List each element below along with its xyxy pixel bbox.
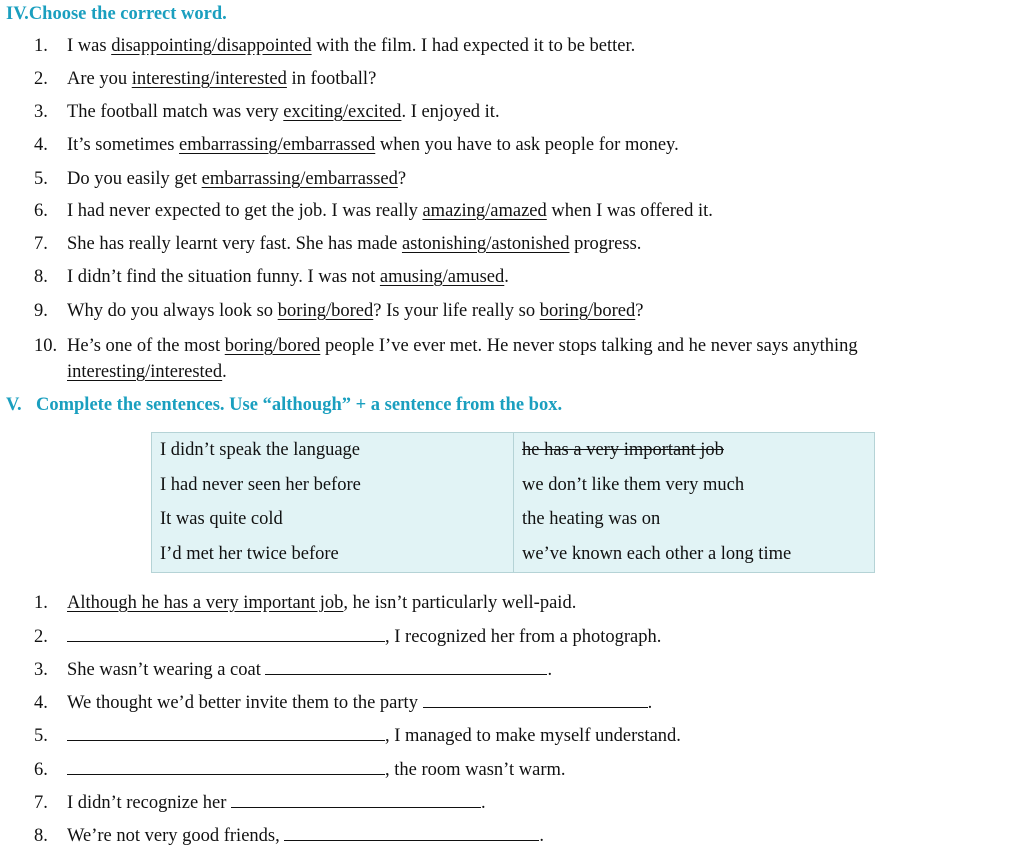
item-number: 7. bbox=[34, 793, 48, 813]
answer-blank[interactable] bbox=[284, 824, 539, 841]
list-item bbox=[34, 134, 1009, 156]
item-text: He’s one of the most bbox=[67, 336, 225, 356]
word-choice: boring/bored bbox=[539, 301, 636, 321]
list-item bbox=[34, 101, 1009, 123]
box-cell: I’d met her twice before bbox=[152, 537, 514, 572]
list-item bbox=[34, 691, 1009, 714]
list-item bbox=[34, 333, 1009, 360]
item-text: Are you bbox=[67, 69, 132, 89]
list-item bbox=[34, 233, 1009, 255]
box-cell-used: he has a very important job bbox=[514, 433, 875, 468]
word-choice: boring/bored bbox=[277, 301, 374, 321]
item-text: . I enjoyed it. bbox=[401, 102, 500, 122]
item-number: 6. bbox=[34, 760, 48, 780]
item-text: ? bbox=[397, 169, 407, 189]
sentence-box bbox=[151, 432, 875, 573]
list-item bbox=[34, 168, 1009, 190]
item-text: ? bbox=[635, 301, 644, 321]
list-item bbox=[34, 200, 1009, 222]
answer-blank[interactable] bbox=[67, 758, 385, 775]
box-row bbox=[152, 433, 875, 468]
box-cell: I didn’t speak the language bbox=[152, 433, 514, 468]
word-choice: interesting/interested bbox=[67, 362, 223, 382]
item-number: 8. bbox=[34, 267, 48, 287]
list-item bbox=[34, 68, 1009, 90]
item-number: 2. bbox=[34, 69, 48, 89]
list-item bbox=[34, 758, 1009, 781]
item-text: . bbox=[222, 362, 227, 382]
item-number: 4. bbox=[34, 693, 48, 713]
word-choice: boring/bored bbox=[224, 336, 321, 356]
item-text: I was bbox=[67, 36, 112, 56]
list-item bbox=[34, 824, 1009, 847]
box-row bbox=[152, 537, 875, 572]
item-text: , I recognized her from a photograph. bbox=[385, 627, 662, 647]
item-number: 5. bbox=[34, 726, 48, 746]
word-choice: interesting/interested bbox=[131, 69, 287, 89]
item-number: 1. bbox=[34, 36, 48, 56]
answer-blank[interactable] bbox=[67, 724, 385, 741]
item-text: The football match was very bbox=[67, 102, 284, 122]
box-cell: It was quite cold bbox=[152, 502, 514, 537]
item-text: , he isn’t particularly well-paid. bbox=[343, 593, 577, 613]
box-cell: the heating was on bbox=[514, 502, 875, 537]
word-choice: disappointing/disappointed bbox=[111, 36, 312, 56]
item-number: 2. bbox=[34, 627, 48, 647]
item-text: Why do you always look so bbox=[67, 301, 278, 321]
box-row bbox=[152, 502, 875, 537]
item-text: in football? bbox=[286, 69, 377, 89]
item-text: It’s sometimes bbox=[67, 135, 180, 155]
item-number: 10. bbox=[34, 336, 58, 356]
item-text: Do you easily get bbox=[67, 169, 202, 189]
item-text: She wasn’t wearing a coat bbox=[67, 660, 266, 680]
item-text: with the film. I had expected it to be better. bbox=[311, 36, 636, 56]
item-text: . bbox=[481, 793, 486, 813]
box-cell: we don’t like them very much bbox=[514, 468, 875, 503]
example-answer: Although he has a very important job bbox=[67, 593, 344, 613]
answer-blank[interactable] bbox=[231, 791, 481, 808]
section-v-title: Complete the sentences. Use “although” + a sentence from the box. bbox=[36, 395, 563, 415]
item-number: 1. bbox=[34, 593, 48, 613]
section-iv-title: Choose the correct word. bbox=[28, 4, 227, 24]
item-text: ? Is your life really so bbox=[373, 301, 540, 321]
item-text: when you have to ask people for money. bbox=[375, 135, 679, 155]
section-v-number: V. bbox=[6, 395, 22, 415]
word-choice: astonishing/astonished bbox=[401, 234, 570, 254]
item-text: . bbox=[539, 826, 544, 846]
item-text: . bbox=[547, 660, 553, 680]
list-item bbox=[34, 658, 1009, 681]
list-item bbox=[34, 35, 1009, 57]
item-number: 5. bbox=[34, 169, 48, 189]
item-text: when I was offered it. bbox=[546, 201, 713, 221]
list-item bbox=[34, 266, 1009, 288]
answer-blank[interactable] bbox=[265, 658, 547, 675]
answer-blank[interactable] bbox=[423, 691, 648, 708]
item-text: We thought we’d better invite them to the party bbox=[67, 693, 423, 713]
section-iv-heading bbox=[6, 4, 227, 25]
item-number: 4. bbox=[34, 135, 48, 155]
item-text: , the room wasn’t warm. bbox=[385, 760, 566, 780]
item-text: . bbox=[504, 267, 509, 287]
list-item bbox=[34, 625, 1009, 648]
item-number: 9. bbox=[34, 301, 48, 321]
item-text: She has really learnt very fast. She has made bbox=[67, 234, 402, 254]
item-number: 6. bbox=[34, 201, 48, 221]
word-choice: exciting/excited bbox=[283, 102, 402, 122]
word-choice: embarrassing/embarrassed bbox=[179, 135, 376, 155]
answer-blank[interactable] bbox=[67, 625, 385, 642]
list-item bbox=[34, 592, 1009, 614]
item-text: We’re not very good friends, bbox=[67, 826, 285, 846]
item-text: I didn’t find the situation funny. I was not bbox=[67, 267, 380, 287]
box-cell: we’ve known each other a long time bbox=[514, 537, 875, 572]
word-choice: amusing/amused bbox=[379, 267, 505, 287]
item-text: I had never expected to get the job. I was really bbox=[67, 201, 423, 221]
box-cell: I had never seen her before bbox=[152, 468, 514, 503]
section-v-heading bbox=[6, 395, 562, 416]
item-number: 8. bbox=[34, 826, 48, 846]
item-text: . bbox=[647, 693, 653, 713]
item-text: I didn’t recognize her bbox=[67, 793, 232, 813]
section-iv-number: IV. bbox=[6, 4, 29, 24]
list-item bbox=[34, 724, 1009, 747]
box-row bbox=[152, 468, 875, 503]
item-text: progress. bbox=[569, 234, 642, 254]
list-item bbox=[34, 791, 1009, 814]
list-item bbox=[34, 300, 1009, 322]
word-choice: embarrassing/embarrassed bbox=[201, 169, 398, 189]
list-item-continuation bbox=[67, 361, 1024, 383]
item-number: 7. bbox=[34, 234, 48, 254]
item-number: 3. bbox=[34, 102, 48, 122]
word-choice: amazing/amazed bbox=[422, 201, 547, 221]
item-number: 3. bbox=[34, 660, 48, 680]
item-text: people I’ve ever met. He never stops talking and he never says anything bbox=[320, 336, 858, 356]
item-text: , I managed to make myself understand. bbox=[385, 726, 681, 746]
